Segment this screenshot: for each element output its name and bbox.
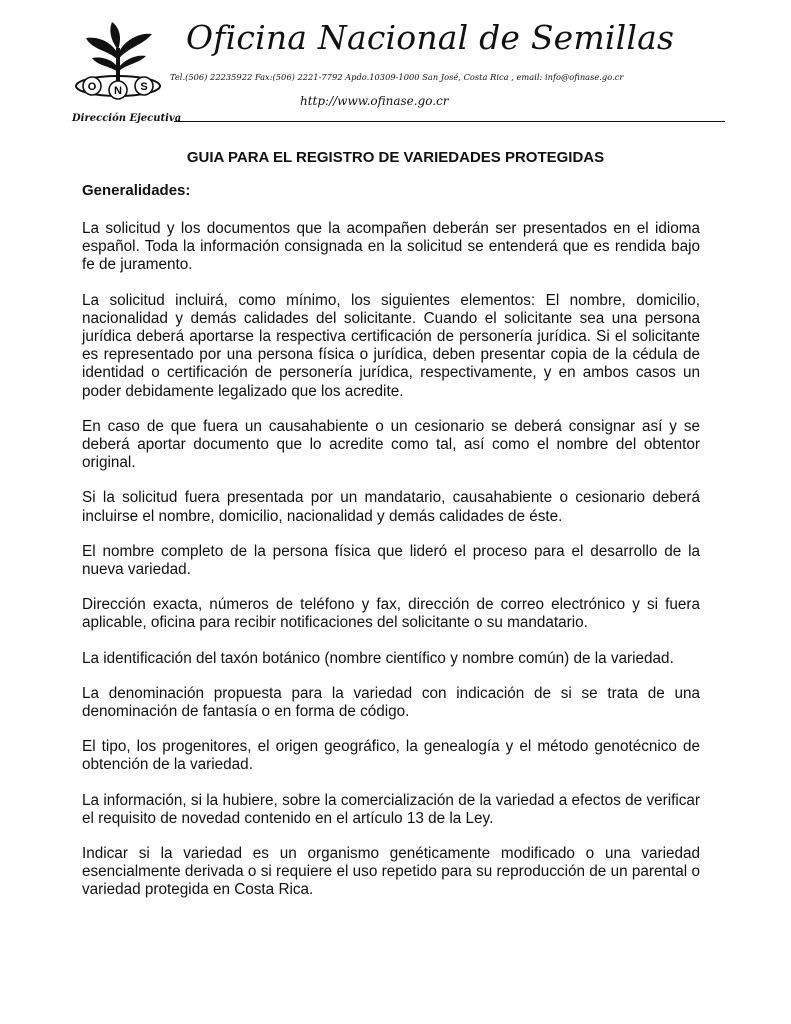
seedling-icon	[68, 20, 172, 100]
department-label: Dirección Ejecutiva	[72, 113, 182, 124]
paragraph: La información, si la hubiere, sobre la comercialización de la variedad a efectos de verificar el requisito de novedad contenido en el artículo 13 de la Ley.	[82, 791, 700, 827]
header-divider	[174, 121, 725, 122]
paragraph: El tipo, los progenitores, el origen geográfico, la genealogía y el método genotécnico de obtención de la variedad.	[82, 738, 700, 774]
ons-logo	[68, 20, 172, 100]
website-link[interactable]: http://www.ofinase.go.cr	[300, 94, 449, 108]
document-title: GUIA PARA EL REGISTRO DE VARIEDADES PROTEGIDAS	[186, 149, 605, 166]
logo-letter: O	[87, 81, 97, 93]
paragraph: Si la solicitud fuera presentada por un mandatario, causahabiente o cesionario deberá incluirse el nombre, domicilio, nacionalidad y demás calidades de éste.	[82, 489, 700, 525]
paragraph: El nombre completo de la persona física que lideró el proceso para el desarrollo de la nueva variedad.	[82, 542, 700, 579]
paragraph: La solicitud y los documentos que la acompañen deberán ser presentados en el idioma español. Toda la información consignada en la solicitud se entenderá que es rendida bajo fe de juramento.	[82, 220, 700, 274]
contact-line: Tel.(506) 22235922 Fax:(506) 2221-7792 Apdo.10309-1000 San José, Costa Rica , email: info@ofinase.go.cr	[170, 72, 624, 82]
paragraph: La denominación propuesta para la variedad con indicación de si se trata de una denominación de fantasía o en forma de código.	[82, 684, 700, 721]
paragraph: Indicar si la variedad es un organismo genéticamente modificado o una variedad esencialmente derivada o si requiere el uso repetido para su reproducción de un parental o variedad protegida en Costa Rica.	[82, 845, 700, 899]
paragraph: La solicitud incluirá, como mínimo, los siguientes elementos: El nombre, domicilio, nacionalidad y demás calidades del solicitante. Cuando el solicitante sea una persona jurídica deberá aportarse la respectiva certificación de personería jurídica. Si el solicitante es representado por una persona física o jurídica, deben presentar copia de la cédula de identidad o certificación de personería jurídica, respectivamente, y en ambos casos un poder debidamente legalizado que los acredite.	[82, 291, 700, 400]
document-body	[82, 220, 700, 917]
section-heading: Generalidades:	[82, 182, 191, 199]
paragraph: La identificación del taxón botánico (nombre científico y nombre común) de la variedad.	[82, 649, 674, 667]
logo-letter: S	[140, 81, 148, 93]
logo-letter: N	[114, 85, 122, 97]
paragraph: Dirección exacta, números de teléfono y fax, dirección de correo electrónico y si fuera aplicable, oficina para recibir notificaciones del solicitante o su mandatario.	[82, 596, 700, 632]
paragraph: En caso de que fuera un causahabiente o un cesionario se deberá consignar así y se deberá aportar documento que lo acredite como tal, así como el nombre del obtentor original.	[82, 417, 700, 472]
organization-name: Oficina Nacional de Semillas	[186, 18, 675, 57]
